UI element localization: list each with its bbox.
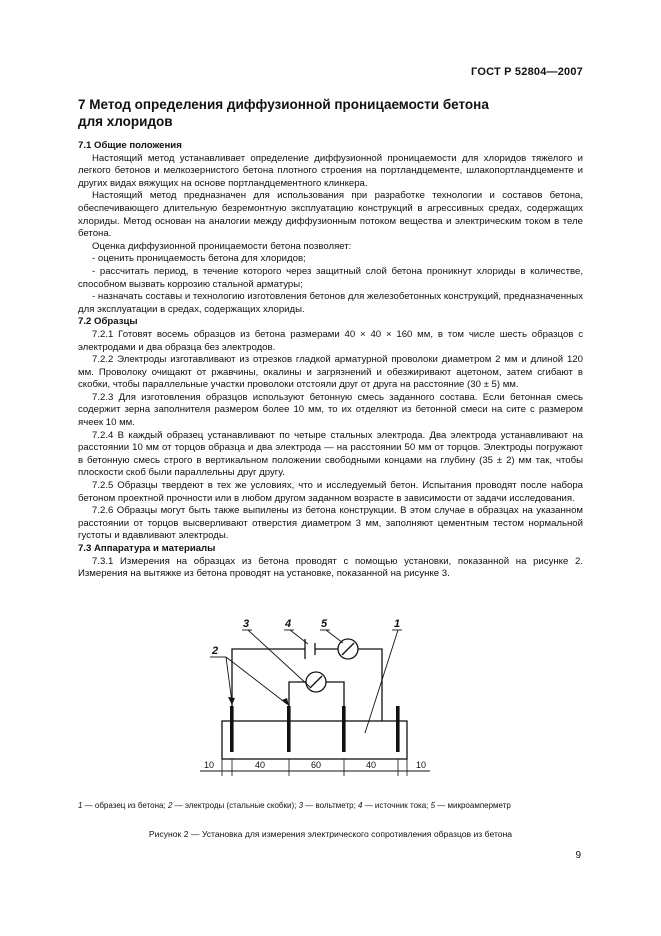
figure-caption: Рисунок 2 — Установка для измерения электрического сопротивления образцов из бетона xyxy=(148,829,513,839)
callout-1: 1 xyxy=(394,618,401,630)
callout-2: 2 xyxy=(212,645,219,657)
legend-number: 4 xyxy=(358,801,363,810)
subsection-heading: 7.1 Общие положения xyxy=(78,140,182,151)
paragraph: 7.2.6 Образцы могут быть также выпилены из бетона конструкции. В этом случае в образцах на указанном расстоянии от торцов высверливают отверстия диаметром 3 мм, заполняют цементным тестом нормальной густоты и вдавливают электроды. xyxy=(78,505,583,542)
inner-circuit-wire xyxy=(289,682,306,721)
section-title xyxy=(78,96,578,130)
legend-number: 3 xyxy=(298,801,304,810)
paragraph: 7.2.3 Для изготовления образцов используют бетонную смесь заданного состава. Если бетонная смесь содержит зерна заполнителя размером более 10 мм, то их отделяют из бетонной смеси на сите с размером ячеек 10 мм. xyxy=(78,391,583,429)
callout-3: 3 xyxy=(243,618,250,630)
section-title-line: 7 Метод определения диффузионной проницаемости бетона xyxy=(78,97,489,112)
legend-text: — микроамперметр xyxy=(435,801,511,810)
list-item: - назначать составы и технологию изготовления бетонов для железобетонных конструкций, предназначенных для эксплуатации в средах, содержащих хлориды. xyxy=(78,291,583,315)
callout-5: 5 xyxy=(321,618,328,630)
dimension-label: 10 xyxy=(203,760,215,770)
paragraph: 7.2.4 В каждый образец устанавливают по четыре стальных электрода. Два электрода устанавливают на расстоянии 10 мм от торцов образца и два электрода — на расстоянии 50 мм от торцов. Электроды погружают в бетонную смесь строго в вертикальном положении свободными концами на глубину (35 ± 2) мм так, чтобы плоскости скоб были параллельны друг другу. xyxy=(78,429,583,479)
list-item: - оценить проницаемость бетона для хлоридов; xyxy=(92,253,306,265)
paragraph: Настоящий метод устанавливает определение диффузионной проницаемости для хлоридов тяжелого и легкого бетонов и мелкозернистого бетона плотного строения на портландцементе, шлакопортландцементе и других видах вяжущих на основе портландцементного клинкера. xyxy=(78,152,583,189)
figure-legend xyxy=(78,801,583,810)
meter-needle xyxy=(342,643,354,655)
page-number: 9 xyxy=(575,850,581,861)
legend-text: — электроды (стальные скобки); xyxy=(172,801,299,810)
legend-text: — источник тока; xyxy=(362,801,431,810)
paragraph: 7.2.1 Готовят восемь образцов из бетона размерами 40 × 40 × 160 мм, в том числе шесть образцов с электродами и два образца без электродов. xyxy=(78,328,583,353)
inner-circuit-wire xyxy=(326,682,344,721)
outer-circuit-wire xyxy=(232,649,305,721)
paragraph: 7.2.2 Электроды изготавливают из отрезков гладкой арматурной проволоки диаметром 2 мм и длиной 120 мм. Проволоку очищают от ржавчины, окалины и загрязнений и обезжиривают ацетоном, затем сгибают в скобки, чтобы параллельные участки проволоки отстояли друг от друга на расстояние (30 ± 5) мм. xyxy=(78,354,583,391)
arrowhead xyxy=(282,698,289,706)
electrode xyxy=(342,706,346,752)
leader-line xyxy=(290,630,308,644)
section-title-line: для хлоридов xyxy=(78,114,173,129)
arrowhead xyxy=(228,697,235,705)
subsection-heading: 7.3 Аппаратура и материалы xyxy=(78,543,216,554)
body-text xyxy=(78,140,583,581)
paragraph: Настоящий метод предназначен для использования при разработке технологии и составов бетона, обеспечивающего длительную безремонтную эксплуатацию конструкций в агрессивных средах, содержащих хлориды. Метод основан на аналогии между диффузионным потоком вещества и электрическим током в теле бетона. xyxy=(78,190,583,240)
electrode xyxy=(287,706,291,752)
legend-number: 5 xyxy=(430,801,436,810)
paragraph: 7.3.1 Измерения на образцах из бетона проводят с помощью установки, показанной на рисунке 2. Измерения на вытяжке из бетона проводят на установке, показанной на рисунке 3. xyxy=(78,555,583,580)
leader-line xyxy=(226,657,232,703)
dimension-label: 40 xyxy=(254,760,266,770)
dimension-label: 60 xyxy=(310,760,322,770)
paragraph: 7.2.5 Образцы твердеют в тех же условиях, что и исследуемый бетон. Испытания проводят после набора бетоном проектной прочности или в любом другом заданном возрасте в зависимости от задачи исследования. xyxy=(78,480,583,504)
leader-line xyxy=(326,630,343,643)
electrode xyxy=(230,706,234,752)
dimension-label: 40 xyxy=(365,760,377,770)
leader-line xyxy=(226,657,287,704)
callout-4: 4 xyxy=(285,618,292,630)
meter-needle xyxy=(310,676,322,688)
electrode xyxy=(396,706,400,752)
setup-diagram xyxy=(160,608,520,784)
subsection-heading: 7.2 Образцы xyxy=(78,316,138,328)
specimen-body xyxy=(222,721,407,759)
list-item: - рассчитать период, в течение которого через защитный слой бетона проникнут хлориды в количестве, способном вызвать коррозию стальной арматуры; xyxy=(78,265,583,290)
legend-text: — образец из бетона; xyxy=(82,801,168,810)
outer-circuit-wire xyxy=(358,649,382,721)
standard-number: ГОСТ Р 52804—2007 xyxy=(471,66,583,78)
dimension-label: 10 xyxy=(415,760,427,770)
legend-number: 1 xyxy=(78,801,83,810)
legend-text: — вольтметр; xyxy=(303,801,359,810)
paragraph: Оценка диффузионной проницаемости бетона позволяет: xyxy=(92,240,352,252)
legend-number: 2 xyxy=(167,801,173,810)
